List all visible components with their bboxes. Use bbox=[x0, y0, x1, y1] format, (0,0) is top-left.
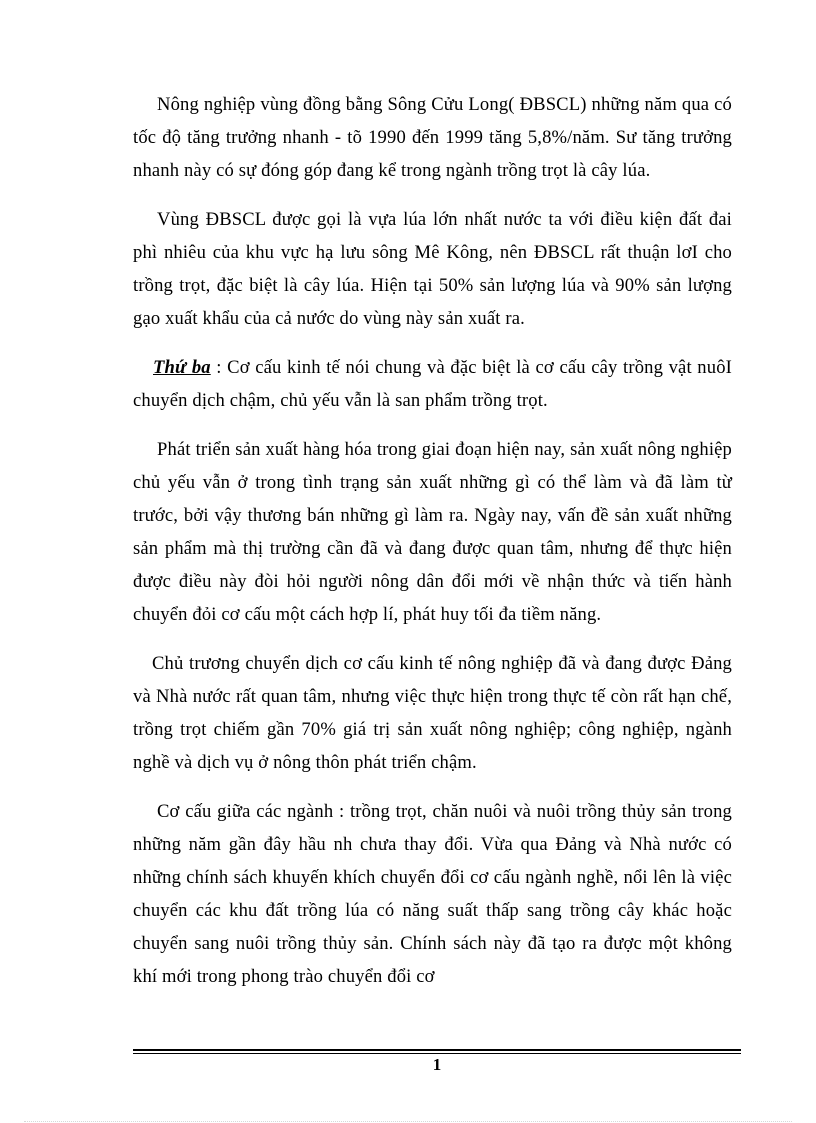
paragraph-rice-region: Vùng ĐBSCL được gọi là vựa lúa lớn nhất nước ta với điều kiện đất đai phì nhiêu của khu vực hạ lưu sông Mê Kông, nên ĐBSCL rất thuận lơI cho trồng trọt, đặc biệt là cây lúa. Hiện tại 50% sản lượng lúa và 90% sản lượng gạo xuất khẩu của cả nước do vùng này sản xuất ra. bbox=[133, 209, 732, 329]
paragraph-agriculture-growth: Nông nghiệp vùng đồng bằng Sông Cửu Long( ĐBSCL) những năm qua có tốc độ tăng trưởng nhanh - tõ 1990 đến 1999 tăng 5,8%/năm. Sư tăng trưởng nhanh này có sự đóng góp đang kể trong ngành trồng trọt là cây lúa. bbox=[133, 94, 732, 181]
page-bottom-edge bbox=[24, 1121, 792, 1122]
paragraph-policy: Chủ trương chuyển dịch cơ cấu kinh tế nông nghiệp đã và đang được Đảng và Nhà nước rất quan tâm, nhưng việc thực hiện trong thực tế còn rất hạn chế, trồng trọt chiếm gần 70% giá trị sản xuất nông nghiệp; công nghiệp, ngành nghề và dịch vụ ở nông thôn phát triển chậm. bbox=[133, 653, 732, 773]
footer-rule-thick bbox=[133, 1049, 741, 1051]
paragraph-lead-text: : Cơ cấu kinh tế nói chung và đặc biệt là cơ cấu cây trồng vật nuôI chuyển dịch chậm, chủ yếu vẫn là san phẩm trồng trọt. bbox=[133, 357, 732, 411]
paragraph-lead-label: Thứ ba bbox=[153, 357, 211, 378]
paragraph-third-point bbox=[133, 351, 732, 417]
document-body bbox=[133, 88, 732, 1009]
paragraph-commodity-production: Phát triển sản xuất hàng hóa trong giai đoạn hiện nay, sản xuất nông nghiệp chủ yếu vẫn ở trong tình trạng sản xuất những gì có thể làm và đã làm từ trước, bởi vậy thương bán những gì làm ra. Ngày nay, vấn đề sản xuất những sản phẩm mà thị trường cần đã và đang được quan tâm, nhưng để thực hiện được điều này đòi hỏi người nông dân đổi mới về nhận thức và tiến hành chuyển đỏi cơ cấu một cách hợp lí, phát huy tối đa tiềm năng. bbox=[133, 439, 732, 625]
paragraph-sector-structure: Cơ cấu giữa các ngành : trồng trọt, chăn nuôi và nuôi trồng thủy sản trong những năm gần đây hầu nh chưa thay đổi. Vừa qua Đảng và Nhà nước có những chính sách khuyến khích chuyển đổi cơ cấu ngành nghề, nổi lên là việc chuyển các khu đất trồng lúa có năng suất thấp sang trồng cây khác hoặc chuyển sang nuôi trồng thủy sản. Chính sách này đã tạo ra được một không khí mới trong phong trào chuyển đổi cơ bbox=[133, 801, 732, 987]
page-number: 1 bbox=[432, 1055, 442, 1074]
